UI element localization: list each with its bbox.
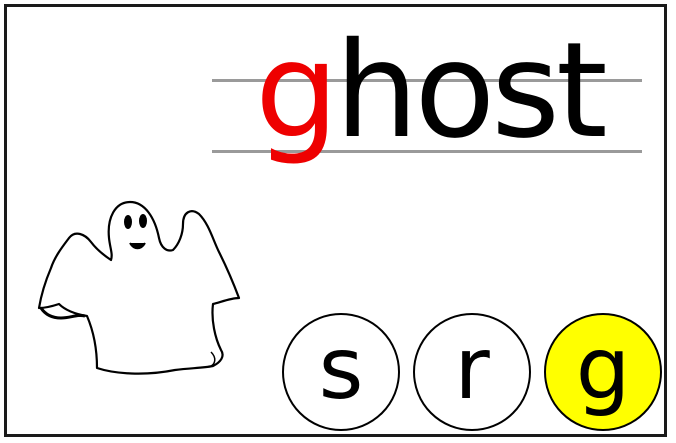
- choice-label: r: [454, 319, 490, 419]
- ghost-icon: [35, 190, 245, 385]
- target-word: [255, 1, 604, 181]
- choice-label: s: [318, 319, 364, 419]
- card-frame: [4, 4, 667, 437]
- choice-s-button[interactable]: [282, 313, 400, 431]
- word-rest: host: [334, 14, 604, 168]
- answer-choices: [282, 313, 662, 433]
- choice-r-button[interactable]: [413, 313, 531, 431]
- choice-label: g: [575, 319, 631, 419]
- choice-g-button[interactable]: [544, 313, 662, 431]
- word-first-letter: g: [255, 14, 335, 168]
